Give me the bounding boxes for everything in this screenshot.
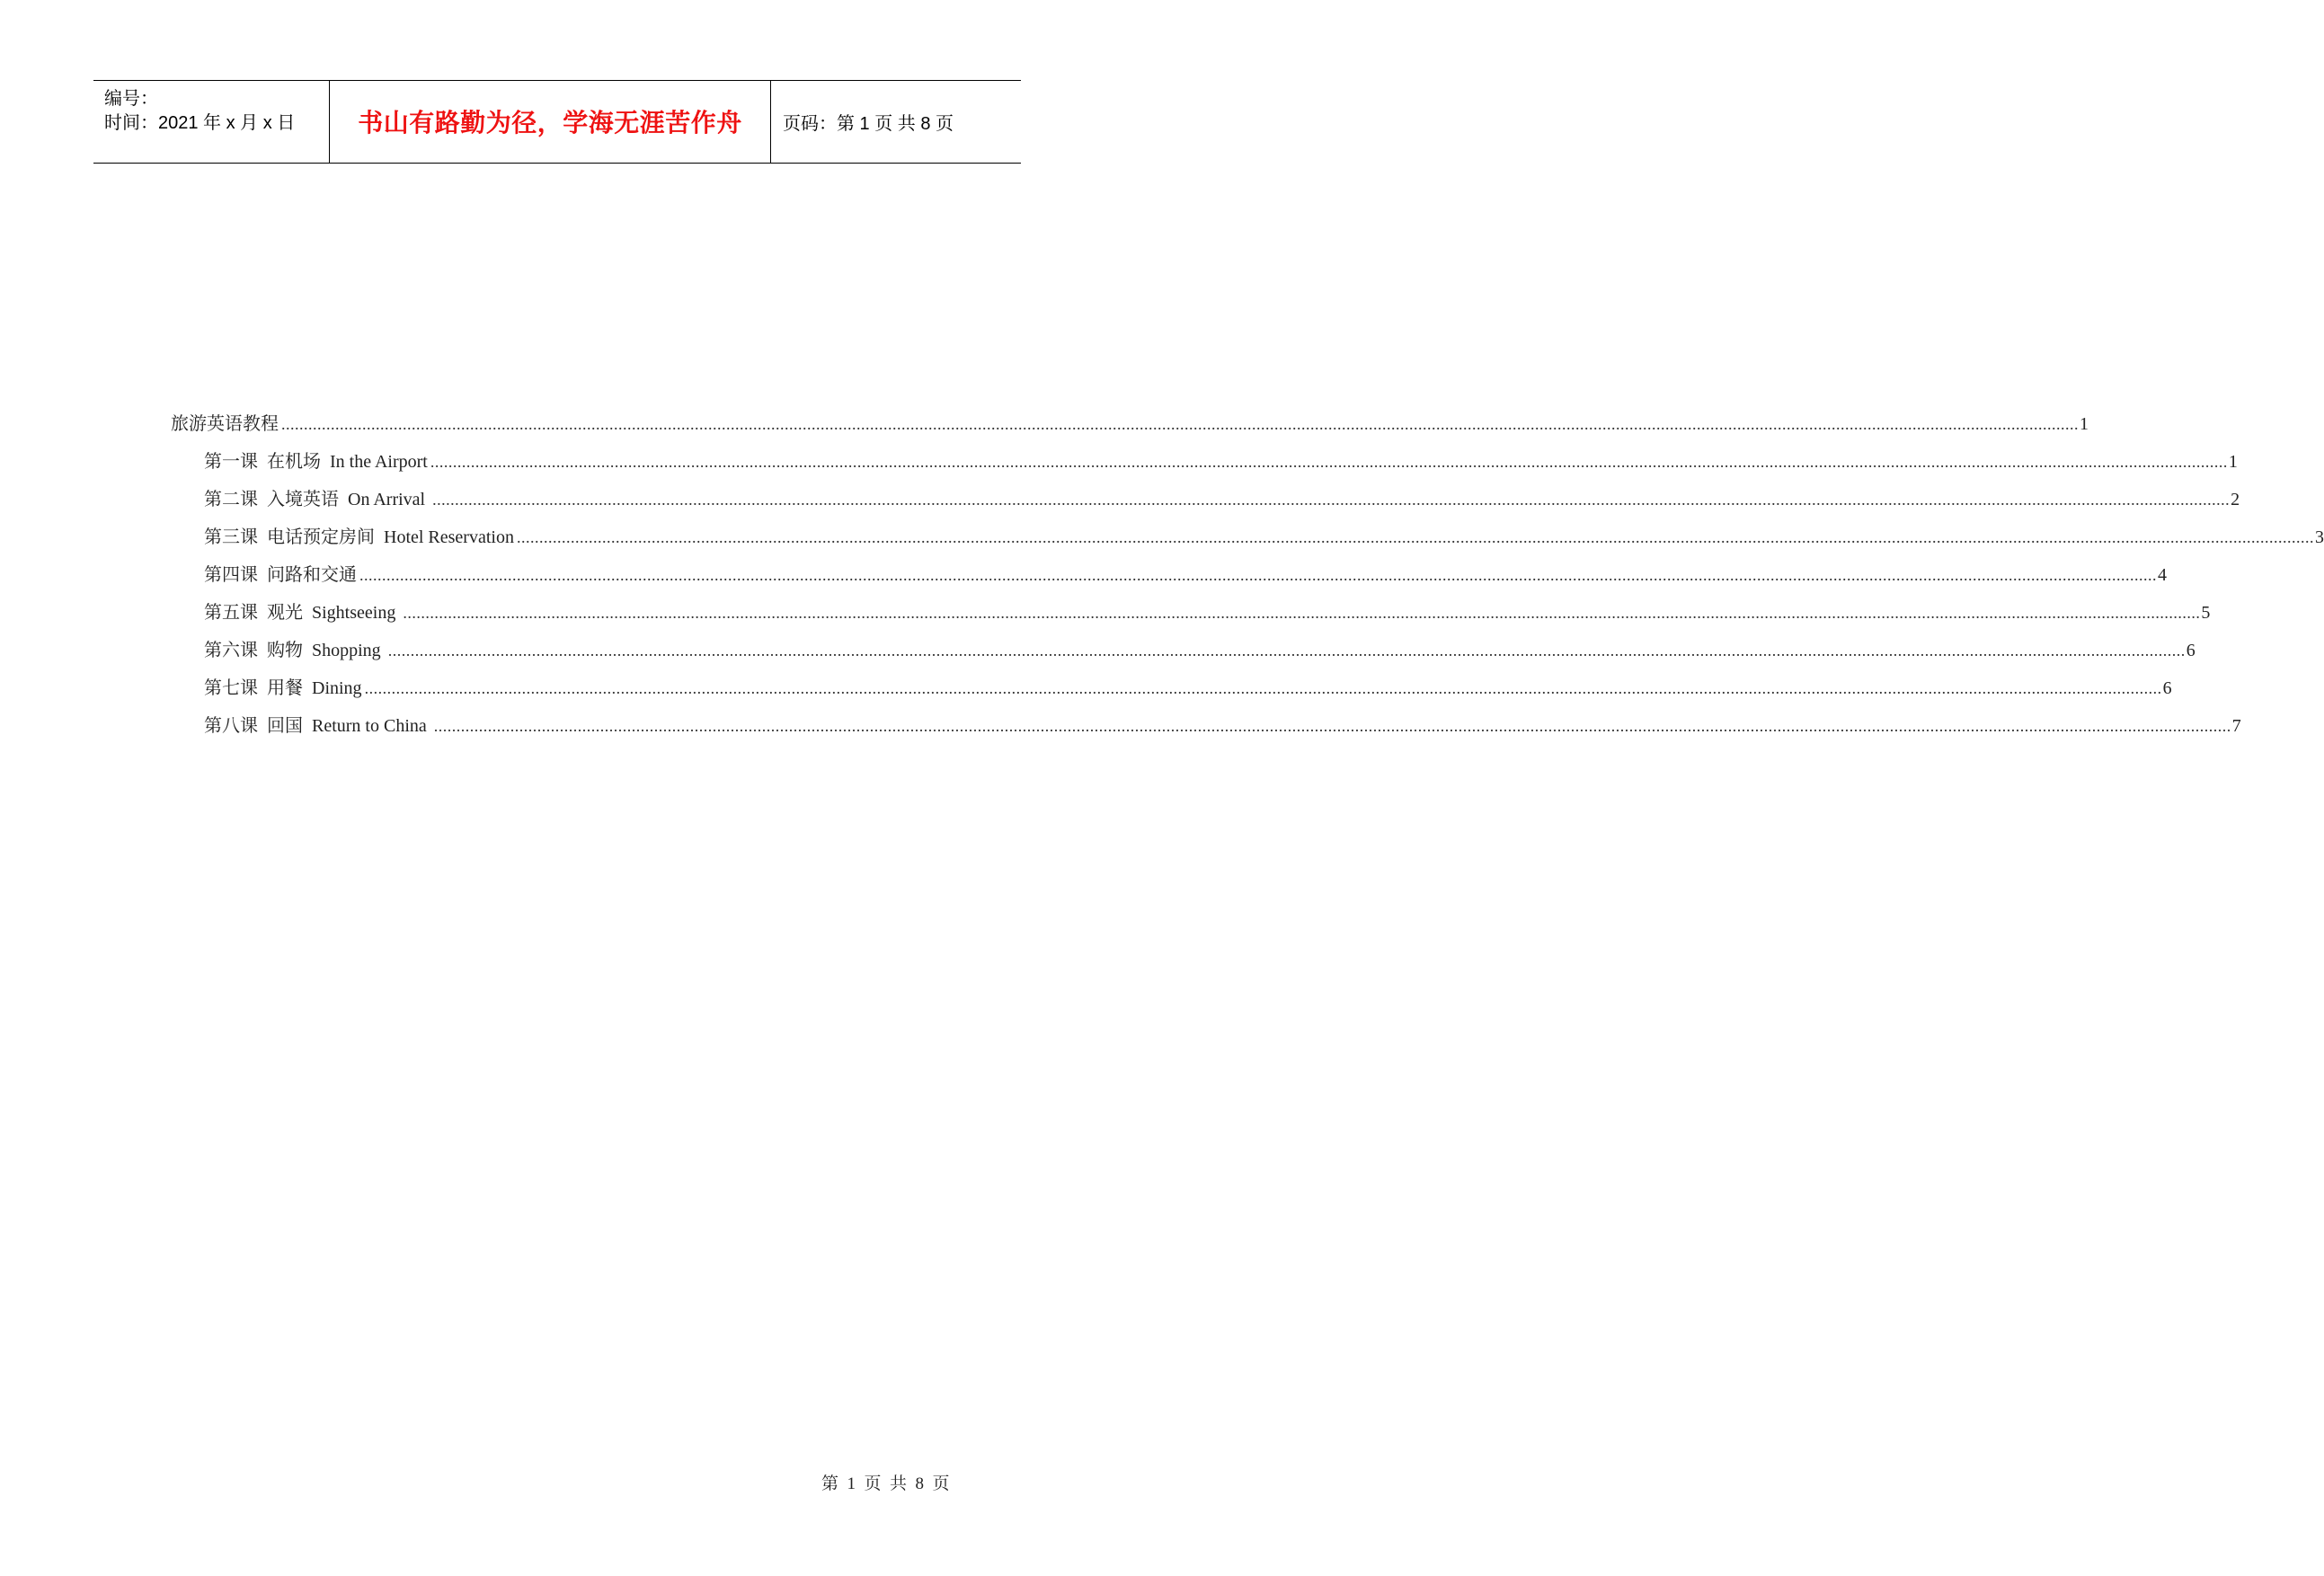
- toc-entry-page: 3: [2314, 527, 2324, 547]
- toc-entry-page: 1: [2080, 414, 2089, 434]
- toc-entry-page: 5: [2201, 603, 2211, 623]
- toc-entry-page: 6: [2186, 641, 2195, 660]
- toc-entry[interactable]: [171, 661, 2172, 699]
- toc-leader-dots: ................................................................................................................................................................................................................................................................................................................................................................................................................: [516, 528, 2314, 546]
- toc-entry[interactable]: [171, 586, 2211, 624]
- toc-entry-page: 4: [2158, 565, 2167, 585]
- toc-entry-title: 第五课 观光 Sightseeing: [204, 598, 402, 624]
- toc-entry-title: 旅游英语教程: [171, 409, 280, 435]
- toc-entry-page: 6: [2162, 678, 2172, 698]
- table-of-contents: [171, 397, 2324, 737]
- toc-entry[interactable]: [171, 624, 2195, 661]
- toc-entry[interactable]: [171, 548, 2167, 586]
- toc-entry-title: 第八课 回国 Return to China: [204, 711, 433, 737]
- toc-leader-dots: ................................................................................................................................................................................................................................................................................................................................................................................................................: [387, 642, 2186, 660]
- toc-entry-title: 第六课 购物 Shopping: [204, 635, 387, 661]
- toc-entry[interactable]: [171, 435, 2238, 473]
- toc-entry[interactable]: [171, 473, 2240, 510]
- toc-entry-page: 2: [2231, 490, 2240, 509]
- header-number-label: 编号：: [104, 89, 158, 109]
- header-page-label: 页码：第 1 页 共 8 页: [783, 114, 954, 134]
- page-header: [93, 80, 1021, 164]
- header-info-cell: [93, 81, 330, 163]
- toc-leader-dots: ................................................................................................................................................................................................................................................................................................................................................................................................................: [430, 453, 2228, 471]
- toc-entry[interactable]: [171, 699, 2241, 737]
- header-page-cell: [771, 81, 1021, 163]
- toc-leader-dots: ................................................................................................................................................................................................................................................................................................................................................................................................................: [432, 491, 2231, 509]
- toc-entry-title: 第七课 用餐 Dining: [204, 673, 364, 699]
- toc-entry[interactable]: [171, 510, 2324, 548]
- header-motto-cell: [330, 81, 771, 163]
- toc-entry-title: 第一课 在机场 In the Airport: [204, 447, 430, 473]
- toc-leader-dots: ................................................................................................................................................................................................................................................................................................................................................................................................................: [433, 717, 2231, 735]
- toc-entry-page: 1: [2228, 452, 2238, 472]
- toc-entry-page: 7: [2231, 716, 2241, 736]
- page-footer: 第 1 页 共 8 页: [821, 1474, 950, 1493]
- toc-entry-title: 第四课 问路和交通: [204, 560, 359, 586]
- toc-entry-title: 第三课 电话预定房间 Hotel Reservation: [204, 522, 516, 548]
- toc-leader-dots: ................................................................................................................................................................................................................................................................................................................................................................................................................: [359, 566, 2157, 584]
- toc-entry[interactable]: [171, 397, 2089, 435]
- toc-leader-dots: ................................................................................................................................................................................................................................................................................................................................................................................................................: [364, 679, 2162, 697]
- toc-leader-dots: ................................................................................................................................................................................................................................................................................................................................................................................................................: [403, 604, 2201, 622]
- toc-entry-title: 第二课 入境英语 On Arrival: [204, 484, 431, 510]
- toc-leader-dots: ................................................................................................................................................................................................................................................................................................................................................................................................................: [281, 415, 2079, 433]
- header-time-label: 时间：2021 年 x 月 x 日: [104, 113, 296, 133]
- header-motto: 书山有路勤为径，学海无涯苦作舟: [358, 107, 742, 137]
